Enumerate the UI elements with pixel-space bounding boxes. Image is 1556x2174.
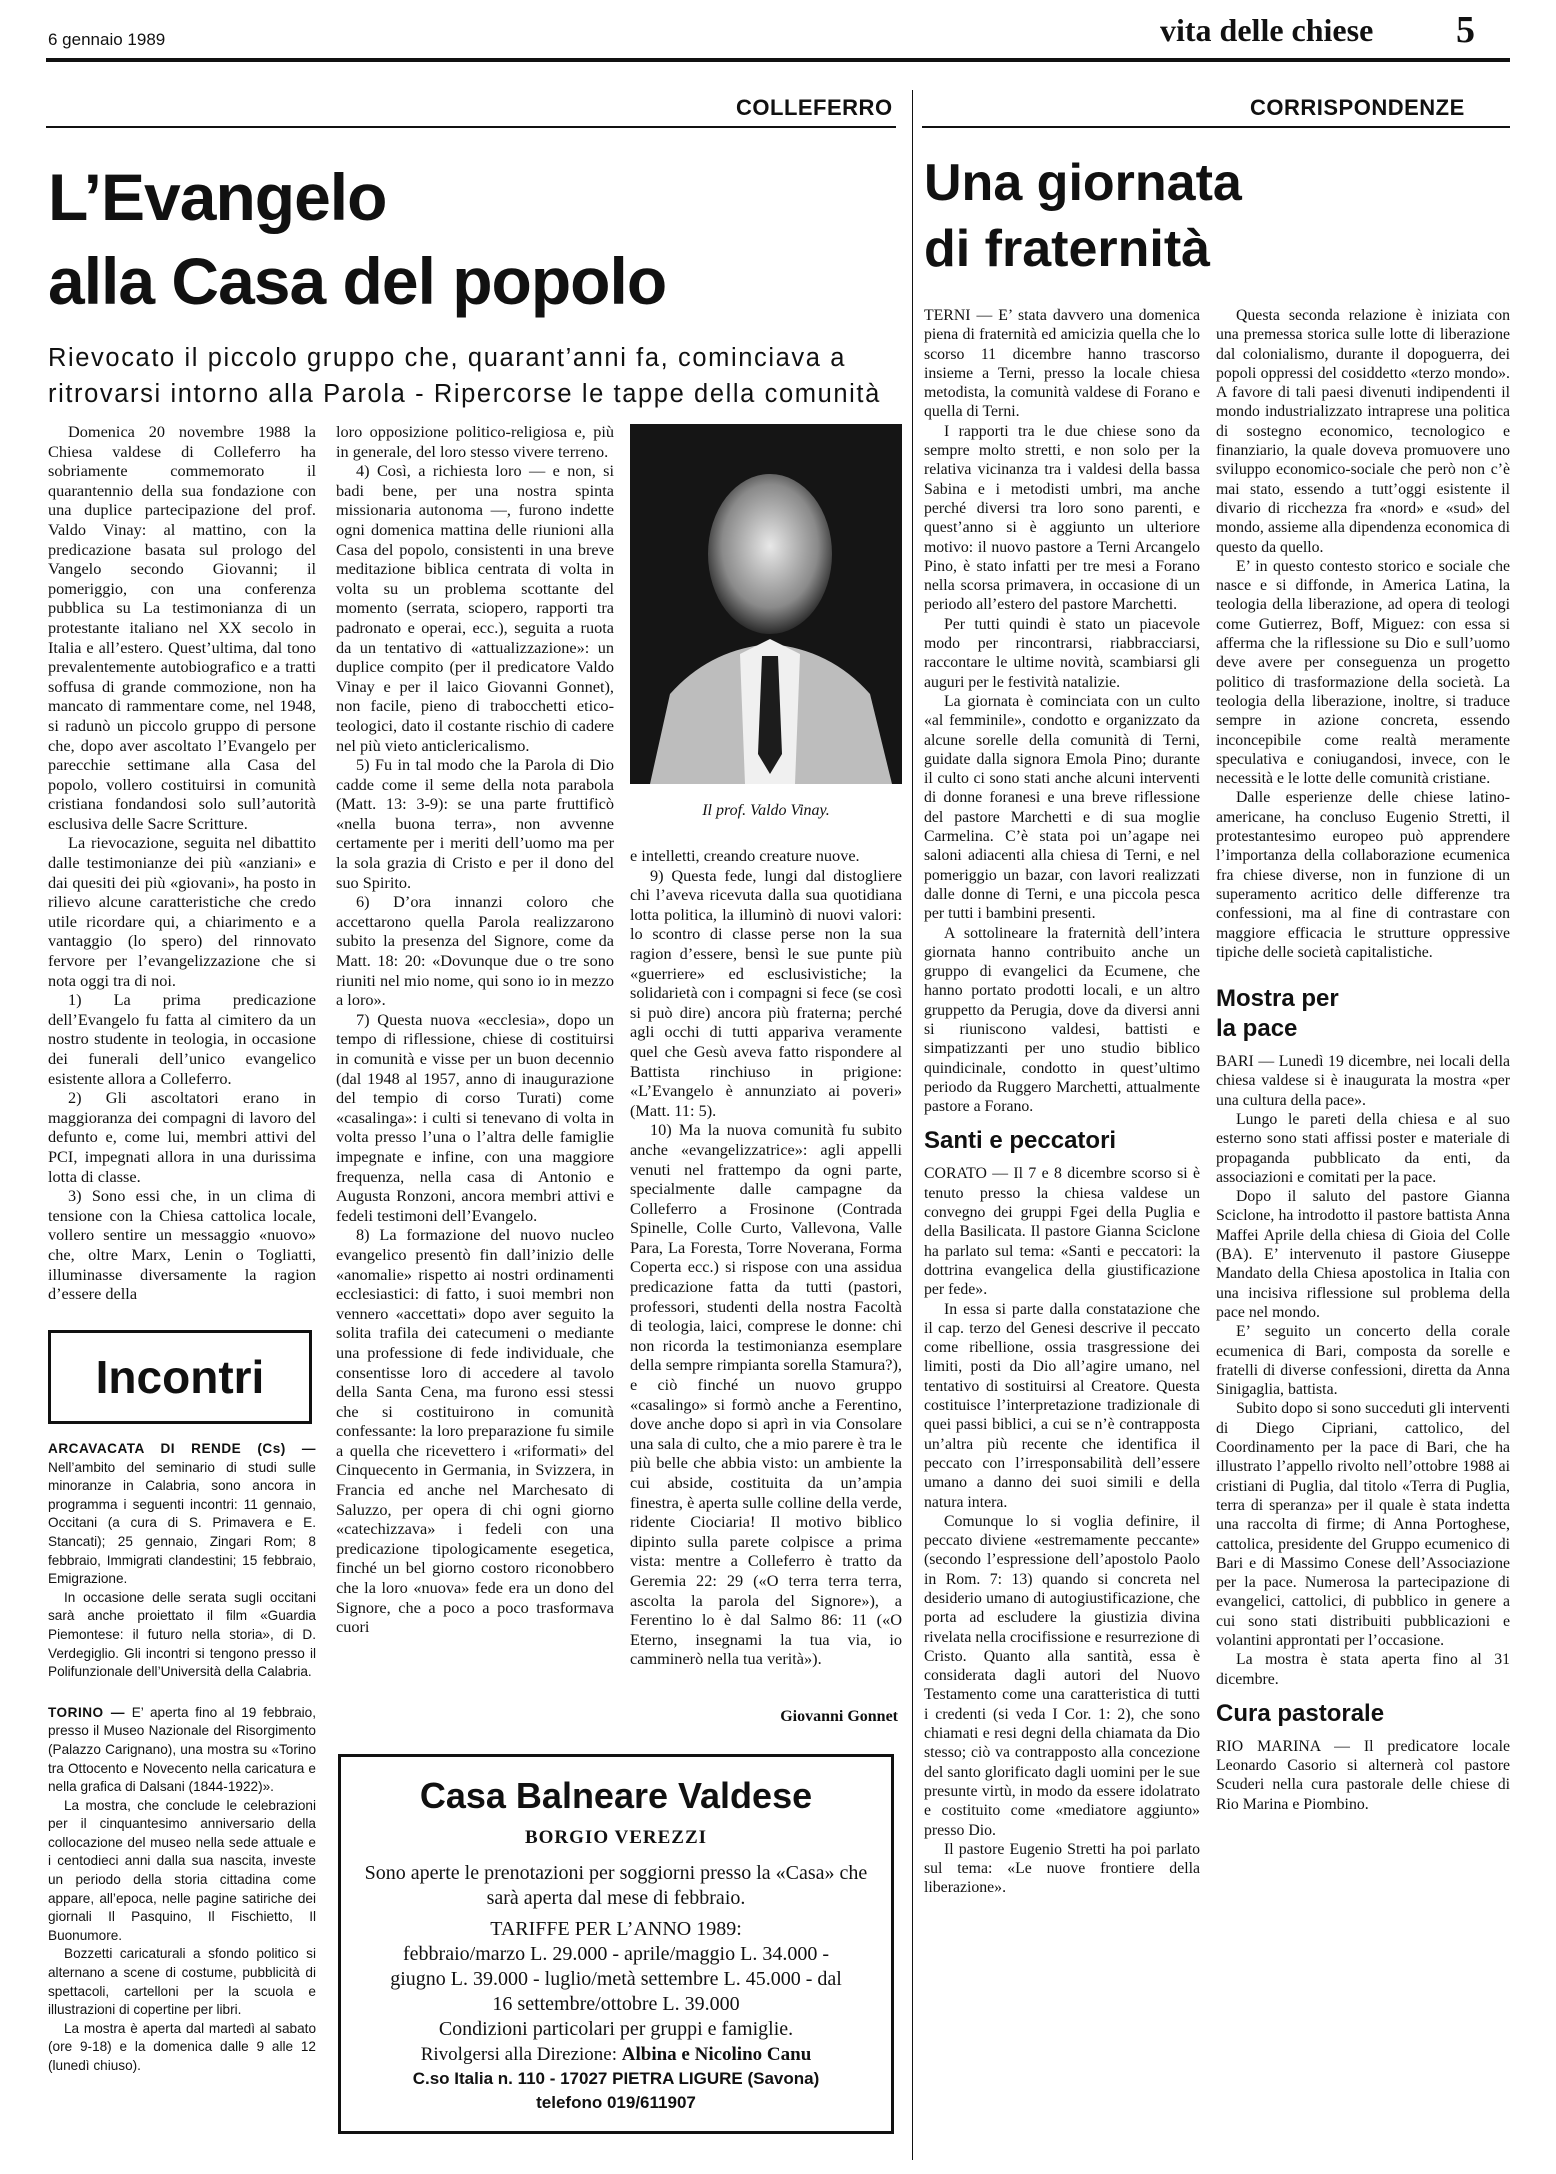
incontri-title: Incontri <box>95 1351 265 1403</box>
ad-casa-balneare <box>338 1754 894 2134</box>
ad-address: C.so Italia n. 110 - 17027 PIETRA LIGURE (Savona) <box>412 2069 820 2088</box>
issue-date: 6 gennaio 1989 <box>48 30 166 49</box>
ad-rates-line3: 16 settembre/ottobre L. 39.000 <box>492 1993 740 2015</box>
subheading-santi: Santi e peccatori <box>924 1127 1117 1155</box>
section-rule-left <box>46 126 896 128</box>
subhead-colleferro: Rievocato il piccolo gruppo che, quarant’anni fa, cominciava a ritrovarsi intorno alla Parola - Ripercorse le tappe della comunità <box>48 344 881 408</box>
paragraph: La rievocazione, seguita nel dibattito dalle testimonianze dei più «anziani» e dai quesiti dei più «giovani», ha posto in rilievo alcune caratteristiche che credo utile ricordare qui, a chiarimento e a vantaggio (lo spero) del rinnovato fervore per l’evangelizzazione che si nota oggi tra di noi. <box>48 833 316 990</box>
paragraph: 2) Gli ascoltatori erano in maggioranza dei compagni di lavoro del defunto e, come lui, membri attivi del PCI, impegnati allora in una durissima lotta di classe. <box>48 1088 316 1186</box>
incontri-item-paragraph: La mostra, che conclude le celebrazioni per il cinquantesimo anniversario della collocazione del museo nella sede attuale e i centodieci anni dalla sua nascita, investe un periodo della storia cittadina come appare, all’epoca, nelle pagine satiriche dei giornali Il Pasquino, Il Fischietto, Il Buonumore. <box>48 1797 316 1943</box>
ad-contact <box>341 2042 891 2067</box>
subheading-mostra-line2: la pace <box>1216 1015 1298 1043</box>
article-col-1 <box>48 422 316 1304</box>
incontri-item-lead: TORINO — <box>48 1704 125 1720</box>
headline-line-2: alla Casa del popolo <box>48 244 667 318</box>
ad-rates-title: TARIFFE PER L’ANNO 1989: <box>490 1918 742 1940</box>
page-number: 5 <box>1456 9 1475 51</box>
article-col-2 <box>336 422 614 1742</box>
ad-title: Casa Balneare Valdese <box>419 1775 813 1816</box>
paragraph: TERNI — E’ stata davvero una domenica piena di fraternità ed amicizia quella che lo scorso 11 dicembre hanno trascorso insieme a Terni, presso la locale chiesa metodista, la comunità valdese di Forano e quella di Terni. <box>924 307 1200 421</box>
subheading-cura: Cura pastorale <box>1216 1699 1385 1727</box>
paragraph: e intelletti, creando creature nuove. <box>630 846 860 865</box>
paragraph: E’ seguito un concerto della corale ecumenica di Bari, composta da sorelle e fratelli di diverse confessioni, diretta da Anna Sinigaglia, battista. <box>1216 1323 1510 1399</box>
paragraph: 5) Fu in tal modo che la Parola di Dio cadde come il seme della nota parabola (Matt. 13: 3-9): se una parte fruttificò «nella buona terra», non avvenne certamente per i meriti dell’uomo ma per la sola grazia di Cristo e per il dono del suo Spirito. <box>336 755 614 892</box>
incontri-item-body: Nell’ambito del seminario di studi sulle minoranze in Calabria, sono ancora in programma i seguenti incontri: 11 gennaio, Occitani (a cura di S. Primavera e E. Stancati); 25 gennaio, Zingari Rom; 8 febbraio, Immigrati clandestini; 15 febbraio, Emigrazione. <box>48 1459 316 1587</box>
ad-conditions: Condizioni particolari per gruppi e famiglie. <box>438 2018 794 2040</box>
ad-location: BORGIO VEREZZI <box>524 1827 708 1848</box>
publication-name: vita delle chiese <box>1160 12 1374 48</box>
paragraph: La mostra è stata aperta fino al 31 dicembre. <box>1216 1651 1510 1688</box>
paragraph: RIO MARINA — Il predicatore locale Leonardo Casorio si alternerà col pastore Scuderi nella cura pastorale delle chiese di Rio Marina e Piombino. <box>1216 1737 1510 1813</box>
paragraph: 1) La prima predicazione dell’Evangelo fu fatta al cimitero da un nostro studente in teologia, in occasione dei funerali dell’unico evangelico esistente allora a Colleferro. <box>48 990 316 1088</box>
paragraph: 7) Questa nuova «ecclesia», dopo un tempo di riflessione, chiese di costituirsi in comunità e visse per un buon decennio (dal 1948 al 1957, anno di inaugurazione del tempio di corso Turati) come «casalinga»: i culti si tenevano di volta in volta presso l’una o l’altra delle famiglie impegnate e infine, con una maggiore frequenza, nella casa di Antonio e Augusta Ronzoni, ancora membri attivi e fedeli testimoni dell’Evangelo. <box>336 1009 614 1225</box>
paragraph: Il pastore Eugenio Stretti ha poi parlato sul tema: «Le nuove frontiere della liberazione». <box>924 1840 1200 1897</box>
incontri-item-paragraph: In occasione delle serata sugli occitani sarà anche proiettato il film «Guardia Piemontese: il futuro nella storia», di D. Verdegiglio. Gli incontri si tengono presso il Polifunzionale dell’Università della Calabria. <box>48 1589 316 1680</box>
paragraph: 3) Sono essi che, in un clima di tensione con la Chiesa cattolica locale, vollero sentire un messaggio «nuovo» che, oltre Marx, Lenin o Togliatti, illuminasse diversamente la ragion d’essere della <box>48 1186 316 1304</box>
paragraph: Questa seconda relazione è iniziata con una premessa storica sulle lotte di liberazione dal colonialismo, durante il dopoguerra, dei popoli oppressi del cosiddetto «terzo mondo». A favore di tali paesi divenuti indipendenti il mondo industrializzato intraprese una politica di sostegno economico, tecnologico e finanziario, la quale doveva promuovere uno sviluppo economico-sociale che però non c’è mai stato, essendo a tutt’oggi esistente il divario di ricchezza fra «nord» e «sud» del mondo, assieme alla dipendenza economica di questo da quello. <box>1216 307 1510 556</box>
ad-contact-names: Albina e Nicolino Canu <box>621 2044 812 2065</box>
section-label-corrispondenze: CORRISPONDENZE <box>1250 95 1465 120</box>
portrait-photo <box>630 424 902 784</box>
paragraph: In essa si parte dalla constatazione che il cap. terzo del Genesi descrive il peccato come ribellione, ossia trasgressione dei limiti, posti da Dio all’agire umano, nel tentativo di sostituirsi al Creatore. Questa costituisce l’interpretazione tradizionale di quei passi biblici, a cui se n’è contrapposta un’altra più recente che identifica il peccato con l’irresponsabilità dell’essere umano a danno dei suoi simili e della natura intera. <box>924 1300 1200 1511</box>
incontri-item-body: E’ aperta fino al 19 febbraio, presso il Museo Nazionale del Risorgimento (Palazzo Carignano), una mostra su «Torino tra Ottocento e Novecento nella caricatura e nella grafica di Dalsani (1844-1922)». <box>48 1704 316 1795</box>
headline-line-2: di fraternità <box>924 220 1211 278</box>
portrait-figure-icon <box>630 424 902 784</box>
paragraph: Per tutti quindi è stato un piacevole modo per rincontrarsi, riabbracciarsi, raccontare le ultime novità, scambiarsi gli auguri per le festività natalizie. <box>924 615 1200 691</box>
article-col-3 <box>630 846 902 1706</box>
headline-line-1: L’Evangelo <box>48 160 387 234</box>
incontri-item-paragraph: Bozzetti caricaturali a sfondo politico si alternano a scene di costume, pubblicità di spettacoli, cartelloni per la scuola e illustrazioni di copertine per libri. <box>48 1946 316 2018</box>
column-divider <box>912 90 913 2160</box>
paragraph: I rapporti tra le due chiese sono da sempre molto stretti, e non solo per la relativa vicinanza tra i valdesi della bassa Sabina e i metodisti umbri, ma anche perché diversi tra loro sono parenti, e quest’anno si è aggiunto un ulteriore motivo: il nuovo pastore a Terni Arcangelo Pino, è stato infatti per tre mesi a Forano nella scorsa primavera, in occasione di un periodo all’estero del pastore Marchetti. <box>924 422 1200 614</box>
paragraph: A sottolineare la fraternità dell’intera giornata hanno contribuito anche un gruppo di evangelici da Ecumene, che hanno portato prodotti locali, e un altro gruppetto da Perugia, dove da diversi anni si riuniscono valdesi, battisti e simpatizzanti per uno studio biblico quindicinale, condotto in quest’ultimo periodo da Ruggero Marchetti, attualmente pastore a Forano. <box>924 924 1200 1116</box>
incontri-item-paragraph: La mostra è aperta dal martedì al sabato (ore 9-18) e la domenica dalle 9 alle 12 (lunedì chiuso). <box>48 2020 316 2073</box>
headline-line-1: Una giornata <box>924 154 1242 212</box>
paragraph: CORATO — Il 7 e 8 dicembre scorso si è tenuto presso la chiesa valdese un convegno dei gruppi Fgei della Puglia e della Basilicata. Il pastore Gianna Sciclone ha parlato sul tema: «Santi e peccatori: la dottrina evangelica della giustificazione per fede». <box>924 1165 1200 1299</box>
paragraph: BARI — Lunedì 19 dicembre, nei locali della chiesa valdese si è inaugurata la mostra «per una cultura della pace». <box>1216 1053 1510 1109</box>
paragraph: Dopo il saluto del pastore Gianna Sciclone, ha introdotto il pastore battista Anna Maffei Aprile della chiesa di Gioia del Colle (BA). E’ intervenuto il pastore Giuseppe Mandato della Chiesa apostolica in Italia con una incisiva riflessione sul problema della pace nel mondo. <box>1216 1188 1510 1321</box>
ad-contact-prefix: Rivolgersi alla Direzione: <box>420 2044 617 2065</box>
ad-rates-line1: febbraio/marzo L. 29.000 - aprile/maggio L. 34.000 - <box>403 1943 829 1965</box>
subheading-mostra-line1: Mostra per <box>1216 985 1339 1013</box>
paragraph: 9) Questa fede, lungi dal distogliere chi l’aveva ricevuta dalla sua quotidiana lotta politica, la illuminò di nuovi valori: lo scontro di classe perse non la sua ragion d’essere, bensì le sue punte più «guerriere» ed esclusivistiche; la solidarietà con i compagni si fece (se così si può dire) ancora più fraterna; perché agli occhi di tutti appariva veramente quel che Gesù aveva fatto rispondere al Battista rinchiuso in prigione: «L’Evangelo è annunziato ai poveri» (Matt. 11: 5). <box>630 865 902 1120</box>
incontri-item <box>48 1704 316 1797</box>
corrispondenze-col-a <box>924 306 1200 2166</box>
paragraph: Dalle esperienze delle chiese latino-americane, ha concluso Eugenio Stretti, il protestantesimo europeo può apprendere l’importanza della collaborazione ecumenica fra chiese diverse, non in funzione di un superamento acritico delle differenze tra confessioni, ma al fine di contrastare con maggiore efficacia le strutture oppressive tipiche delle società capitalistiche. <box>1216 789 1510 961</box>
headline-colleferro <box>48 155 666 323</box>
section-label-colleferro: COLLEFERRO <box>736 95 893 120</box>
paragraph: 10) Ma la nuova comunità fu subito anche «evangelizzatrice»: agli appelli venuti nel frattempo da ogni parte, specialmente dalle campagne da Colleferro a Frosinone (Contrada Spinelle, Colle Curto, Vallevona, Valle Para, La Foresta, Torre Noverana, Forma Coperta ecc.) si rispose con una assidua predicazione fatta da tutti (pastori, professori, studenti della nostra Facoltà di teologia, laici, comprese le donne: chi non ricorda la testimonianza esemplare della sempre rimpianta sorella Stamura?), e ciò finché un nuovo gruppo «casalingo» si formò anche a Ferentino, dove anche dopo si aprì in via Consolare una sala di culto, che a mio parere è tra le più belle che abbia visto: un ambiente la cui abside, costituita da un’ampia finestra, è aperta sulle colline della verde, ridente Ciociaria! Il motivo biblico dipinto sulla parete colpisce a prima vista: mentre a Colleferro è tratto da Geremia 22: 29 («O terra terra terra, ascolta la parola del Signore»), a Ferentino lo è dal Salmo 86: 11 («O Eterno, insegnami la tua via, io camminerò nella tua verità»). <box>630 1120 902 1669</box>
paragraph: Lungo le pareti della chiesa e al suo esterno sono stati affissi poster e materiale di propaganda pubblicato da enti, da associazioni e comitati per la pace. <box>1216 1110 1510 1186</box>
paragraph: loro opposizione politico-religiosa e, più in generale, del loro stesso vivere terreno. <box>336 422 614 461</box>
incontri-item-lead: ARCAVACATA DI RENDE (Cs) — <box>48 1441 316 1456</box>
paragraph: Subito dopo si sono succeduti gli interventi di Diego Cipriani, cattolico, del Coordinamento per la pace di Bari, che ha illustrato l’appello rivolto nell’ottobre 1988 ai cristiani di Puglia, dal titolo «Terra di Puglia, terra di speranza» per il quale è stata indetta una raccolta di firme; di Anna Portoghese, cattolica, presidente del Gruppo ecumenico di Bari e di Massimo Conese dell’Associazione per la pace. Numerosa la partecipazione di evangelici, cattolici, di pubblico in genere a cui sono stati distribuiti pubblicazioni e volantini approntati per l’occasione. <box>1216 1400 1510 1649</box>
paragraph: Domenica 20 novembre 1988 la Chiesa valdese di Colleferro ha sobriamente commemorato il quarantennio della sua fondazione con una duplice partecipazione del prof. Valdo Vinay: al mattino, con la predicazione basata sul prologo del Vangelo secondo Giovanni; il pomeriggio, con una conferenza pubblica su La testimonianza di un protestante italiano nel XX secolo in Italia e all’estero. Quest’ultima, dal tono prevalentemente autobiografico e a tratti soffusa di grande commozione, non ha mancato di rammentare come, nel 1948, si radunò un piccolo gruppo di persone che, dopo aver ascoltato l’Evangelo per parecchie settimane alla Casa del popolo, vollero costituirsi in comunità cristiana fondandosi solo sull’autorità esclusiva delle Sacre Scritture. <box>48 422 316 833</box>
corrispondenze-col-b <box>1216 306 1510 2166</box>
subheading-mostra <box>1216 984 1510 1044</box>
paragraph: 6) D’ora innanzi coloro che accettarono quella Parola realizzarono subito la presenza del Signore, come da Matt. 18: 20: «Dovunque due o tre sono riuniti nel mio nome, qui sono io in mezzo a loro». <box>336 892 614 1010</box>
incontri-box <box>48 1330 312 1424</box>
paragraph: 4) Così, a richiesta loro — e non, si badi bene, per una nostra spinta missionaria autonoma —, furono indette ogni domenica mattina delle riunioni alla Casa del popolo, consistenti in una breve meditazione biblica centrata di volta in volta su un problema scottante del momento (serrata, sciopero, rapporti tra padronato e operai, ecc.), seguita a ruota da un tentativo di «attualizzazione»: un duplice compito (per il predicatore Valdo Vinay e per il laico Giovanni Gonnet), non facile, pieno di trabocchetti etico-teologici, dato il costante rischio di cadere nel più vieto anticlericalismo. <box>336 461 614 755</box>
headline-fraternita <box>924 150 1242 282</box>
header-rule <box>46 58 1510 62</box>
incontri-item <box>48 1440 316 1589</box>
ad-rates-line2: giugno L. 39.000 - luglio/metà settembre L. 45.000 - dal <box>390 1968 842 1990</box>
paragraph: La giornata è cominciata con un culto «al femminile», condotto e organizzato da alcune sorelle della comunità di Terni, guidate dalla signora Emola Pino; durante il culto ci sono stati anche alcuni interventi di donne foranesi e una breve riflessione del pastore Marchetti e di sua moglie Carmelina. C’è stata poi un’agape nei saloni adiacenti alla chiesa di Terni, e nel pomeriggio un bazar, con lavori realizzati dalle donne di Terni, e una piccola pesca per tutti i bambini presenti. <box>924 692 1200 923</box>
photo-caption: Il prof. Valdo Vinay. <box>702 802 830 819</box>
paragraph: 8) La formazione del nuovo nucleo evangelico presentò fin dall’inizio delle «anomalie» rispetto ai nostri ordinamenti ecclesiastici: di fatto, i suoi membri non vennero «accettati» dopo aver seguito la solita trafila dei catecumeni o mediante una professione di fede individuale, che consentisse loro di accedere al tavolo della Santa Cena, ma furono essi stessi che si costituirono in comunità confessante: la loro preparazione fu simile a quella che ricevettero i «riformati» del Cinquecento in Germania, in Svizzera, in Francia ed anche nel Marchesato di Saluzzo, per opera di chi ogni giorno «catechizzava» i fedeli con una predicazione tipologicamente esegetica, finché un bel giorno costoro riconobbero che la loro «nuova» fede era un dono del Signore, che a poco a poco trasformava cuori <box>336 1225 614 1637</box>
paragraph: E’ in questo contesto storico e sociale che nasce e si diffonde, in America Latina, la teologia della liberazione, ad opera di teologi come Gutierrez, Boff, Miguez: con essa si afferma che la riflessione su Dio e sull’uomo deve avere per conseguenza un progetto politico di trasformazione della società. La teologia della liberazione, inoltre, si traduce sempre in azione concreta, essendo inconcepibile come realtà meramente speculativa e coniugandosi, invece, con le necessità e le lotte delle comunità cristiane. <box>1216 557 1510 788</box>
ad-phone: telefono 019/611907 <box>536 2093 696 2112</box>
section-rule-right <box>922 126 1510 128</box>
article-signature: Giovanni Gonnet <box>780 1708 898 1725</box>
ad-line1: Sono aperte le prenotazioni per soggiorni presso la «Casa» che sarà aperta dal mese di febbraio. <box>364 1862 868 1909</box>
incontri-list <box>48 1440 316 2160</box>
paragraph: Comunque lo si voglia definire, il peccato diviene «estremamente peccante» (secondo l’espressione dell’apostolo Paolo in Rom. 7: 13) quando si concreta nel desiderio umano di autogiustificazione, che porta ad escludere la giustizia divina rivelata nella crocifissione e resurrezione di Cristo. Quanto alla santità, essa è considerata dagli autori del Nuovo Testamento come una caratteristica di tutti i credenti (si veda I Cor. 1: 2), che sono chiamati e resi degni della chiamata da Dio stesso; ciò va contrapposto alla concezione del santo glorificato dagli uomini per le sue presunte virtù, in modo da essere idolatrato e costituito come «mediatore aggiunto» presso Dio. <box>924 1512 1200 1839</box>
